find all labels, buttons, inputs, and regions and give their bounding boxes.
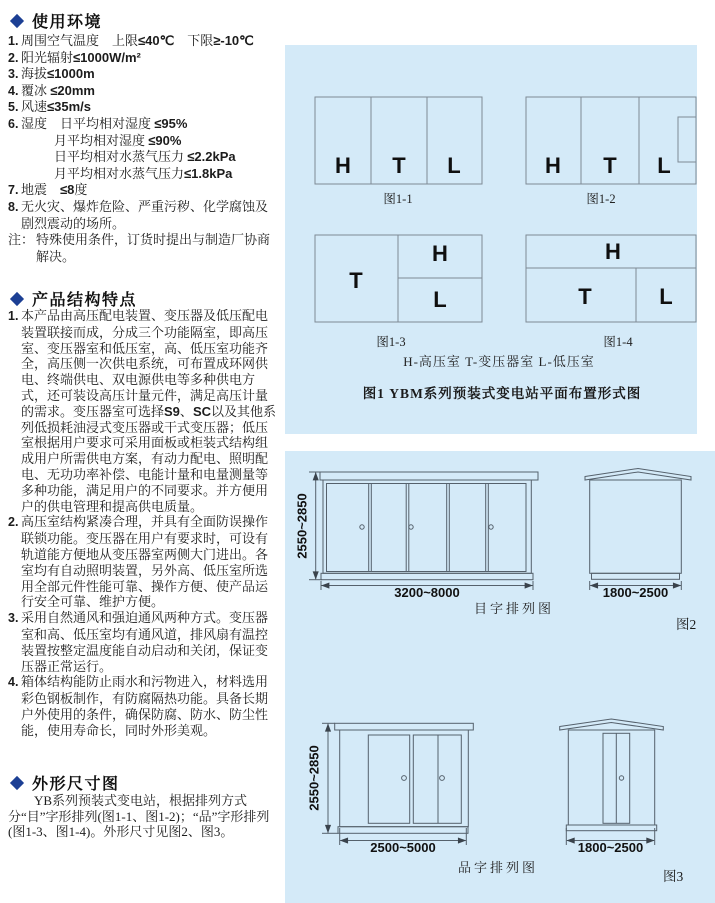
- usage-conditions-list: [8, 33, 275, 265]
- room-l-label: L: [447, 153, 461, 178]
- list-item-text: 箱体结构能防止雨水和污物进入，材料选用彩色钢板制作，有防腐隔热功能。具备长期户外使用的条件，确保防腐、防水、防尘性能，使用寿命长，同时外形美观。: [21, 674, 269, 738]
- room-h-label: H: [335, 153, 351, 178]
- room-t-label: T: [349, 268, 363, 293]
- plan-1-2: [526, 97, 696, 206]
- section-heading-usage: [12, 9, 102, 32]
- list-item-number: 注：: [8, 232, 35, 248]
- list-item-text: 日平均相对水蒸气压力 ≤2.2kPa: [54, 149, 236, 165]
- list-item-number: 3.: [8, 67, 19, 82]
- diamond-bullet-icon: [10, 13, 24, 27]
- list-item-text: 周围空气温度 上限≤40℃ 下限≥-10℃: [21, 33, 254, 48]
- section-heading-features: [12, 287, 137, 310]
- room-h-label: H: [545, 153, 561, 178]
- list-item-number: 4.: [8, 83, 19, 98]
- diamond-bullet-icon: [10, 291, 24, 305]
- room-h-label: H: [432, 241, 448, 266]
- fig3-front-width-dimension: 2500~5000: [370, 840, 436, 855]
- list-item: [8, 149, 275, 166]
- list-item: [8, 66, 275, 83]
- list-item-number: 4.: [8, 675, 19, 690]
- door-handle-icon: [489, 525, 493, 529]
- door-handle-icon: [440, 776, 445, 781]
- list-item-text: 地震 ≤8度: [21, 182, 88, 198]
- figure23-drawing: [285, 451, 715, 903]
- list-item: [8, 514, 277, 610]
- list-item: [8, 50, 275, 67]
- list-item-text: 阳光辐射≤1000W/m²: [21, 49, 141, 65]
- fig3-side-width-dimension: 1800~2500: [577, 840, 644, 855]
- figure1-title: 图1 YBM系列预装式变电站平面布置形式图: [362, 386, 642, 401]
- list-item-text: 覆冰 ≤20mm: [21, 82, 95, 98]
- door-handle-icon: [409, 525, 413, 529]
- fig2-front-view: [295, 472, 555, 616]
- plan-1-3: [315, 235, 482, 349]
- figure-caption: 图1-2: [586, 192, 616, 206]
- room-l-label: L: [433, 287, 447, 312]
- room-t-label: T: [392, 153, 406, 178]
- list-item-text: 月平均相对湿度 ≤90%: [54, 132, 182, 148]
- list-item-number: 7.: [8, 183, 19, 198]
- list-item-text: 高压室结构紧凑合理，并具有全面防误操作联锁功能。变压器在用户有要求时，可设有轨道能方便地从变压器室两侧大门进出。各室均有自动照明装置，另外高、低压室所选用全部元件性能可靠、操作方便、使产品运行安全可靠、维护方便。: [21, 514, 269, 610]
- list-item: [8, 199, 275, 232]
- fig2-caption: 目字排列图: [473, 601, 555, 616]
- door-handle-icon: [619, 776, 623, 780]
- list-item: [8, 610, 277, 674]
- list-item: [8, 33, 275, 50]
- plan-1-4: [526, 235, 696, 349]
- fig2-height-dimension: 2550~2850: [294, 493, 310, 559]
- list-item: [8, 166, 275, 183]
- product-features-list: [8, 308, 277, 739]
- fig3-front-view: [307, 723, 539, 875]
- list-item: [8, 116, 275, 133]
- list-item: [8, 182, 275, 199]
- fig3-side-view: [560, 719, 684, 884]
- figure1-drawing: [285, 45, 697, 434]
- door-handle-icon: [360, 525, 364, 529]
- section-title: 外形尺寸图: [32, 776, 120, 793]
- room-l-label: L: [659, 284, 673, 309]
- fig3-caption: 品字排列图: [457, 860, 539, 875]
- list-item-number: 1.: [8, 34, 19, 48]
- list-item-number: 5.: [8, 100, 19, 115]
- fig3-height-dimension: 2550~2850: [306, 745, 322, 811]
- figure-caption: 图1-4: [603, 335, 633, 349]
- diamond-bullet-icon: [10, 775, 24, 789]
- fig2-side-view: [585, 469, 696, 633]
- figure-caption: 图1-3: [376, 335, 406, 349]
- list-item-text: 海拔≤1000m: [21, 66, 95, 82]
- room-t-label: T: [578, 284, 592, 309]
- list-item-text: 月平均相对水蒸气压力≤1.8kPa: [54, 165, 233, 181]
- list-item: [8, 232, 275, 265]
- figure1-legend: H-高压室 T-变压器室 L-低压室: [403, 354, 595, 369]
- list-item-text: 本产品由高压配电装置、变压器及低压配电装置联接而成，分成三个功能隔室，即高压室、变压器室和低压室，高、低压室功能齐全，高压侧一次供电系统，可布置成环网供电、终端供电、双电源供电等多种供电方式，还可装设高压计量元件，满足高压计量的需求。变压器室可选择S9、SC以及其他系列低损耗油浸式变压器或干式变压器；低压室根据用户要求可采用面板或柜装式结构组成用户所需供电方案，有动力配电、照明配电、无功功率补偿、电能计量和电量测量等多种功能，满足用户的不同要求。并方便用户的供电管理和提高供电质量。: [21, 308, 277, 514]
- fig2-front-width-dimension: 3200~8000: [394, 585, 460, 600]
- list-item-number: 6.: [8, 116, 19, 131]
- list-item: [8, 674, 277, 738]
- list-item-text: 无火灾、爆炸危险、严重污秽、化学腐蚀及剧烈震动的场所。: [21, 198, 269, 231]
- room-l-label: L: [657, 153, 671, 178]
- fig3-label: 图3: [663, 869, 684, 884]
- fig2-side-width-dimension: 1800~2500: [602, 585, 669, 600]
- outline-paragraph: YB系列预装式变电站，根据排列方式分“目”字形排列(图1-1、图1-2)；“品”字形排列(图1-3、图1-4)。外形尺寸见图2、图3。: [8, 793, 270, 839]
- list-item-text: 风速≤35m/s: [21, 99, 92, 115]
- list-item-number: 1.: [8, 309, 19, 323]
- door-handle-icon: [402, 776, 407, 781]
- figure-caption: 图1-1: [383, 192, 413, 206]
- list-item: [8, 99, 275, 116]
- list-item: [8, 83, 275, 100]
- list-item-number: 2.: [8, 515, 19, 530]
- list-item-number: 2.: [8, 50, 19, 65]
- list-item-text: 特殊使用条件，订货时提出与制造厂协商解决。: [36, 232, 271, 264]
- section-heading-outline: [12, 771, 120, 794]
- figure1-panel: [285, 45, 697, 434]
- figure23-panel: [285, 451, 715, 903]
- list-item: [8, 308, 277, 514]
- plan-1-1: [315, 97, 482, 206]
- list-item-number: 8.: [8, 199, 19, 214]
- list-item-text: 湿度 日平均相对湿度 ≤95%: [21, 115, 188, 131]
- room-t-label: T: [603, 153, 617, 178]
- room-h-label: H: [605, 239, 621, 264]
- list-item-text: 采用自然通风和强迫通风两种方式。变压器室和高、低压室均有通风道，排风扇有温控装置按整定温度能自动启动和关闭，保证变压器正常运行。: [21, 610, 269, 674]
- list-item-number: 3.: [8, 611, 19, 626]
- list-item: [8, 133, 275, 150]
- section-title: 使用环境: [32, 14, 103, 31]
- section-title: 产品结构特点: [32, 292, 138, 309]
- fig2-label: 图2: [676, 617, 697, 632]
